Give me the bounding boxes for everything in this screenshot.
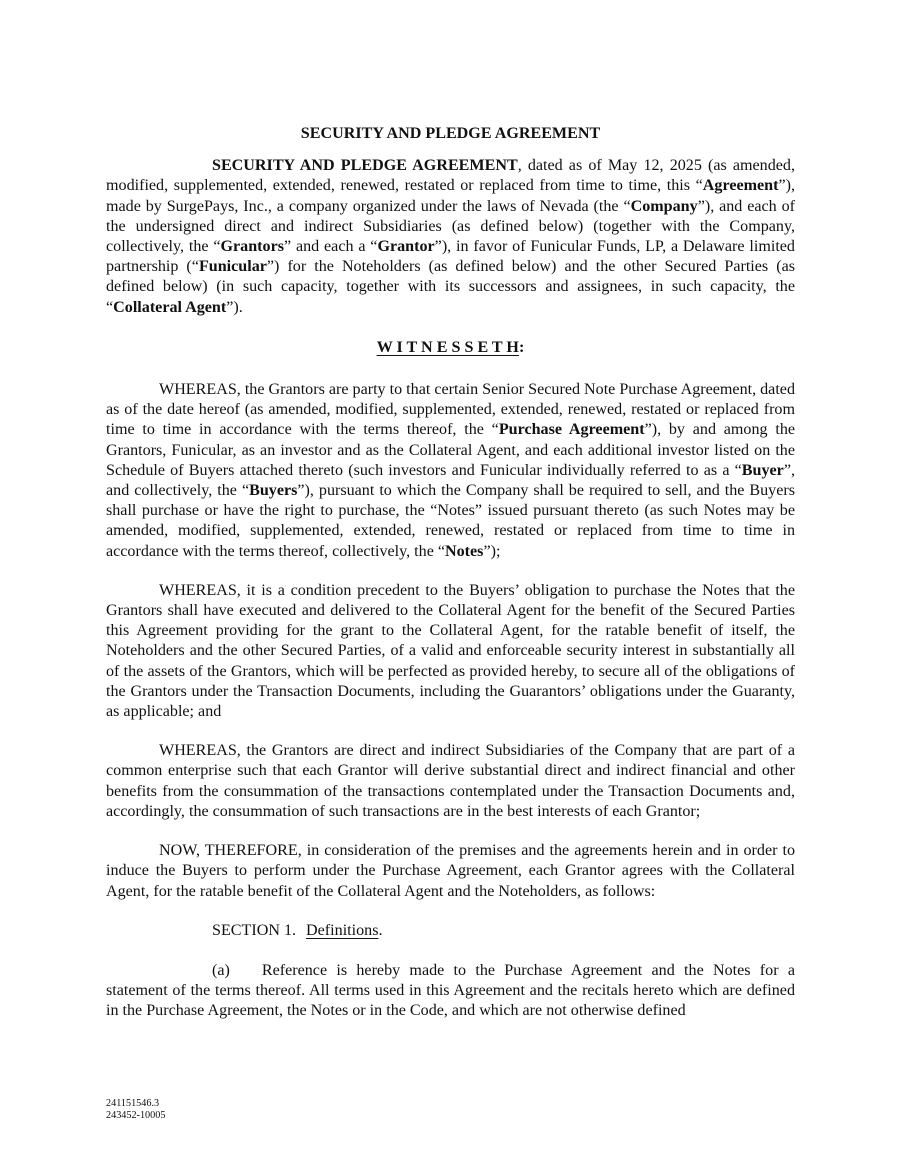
witnesseth-heading [106,338,795,358]
witnesseth-letter: T [406,338,417,356]
witnesseth-letter: E [436,338,448,356]
term-collateral-agent: Collateral Agent [113,298,227,316]
recital-paragraph-3: WHEREAS, the Grantors are direct and indirect Subsidiaries of the Company that are part of a common enterprise such that each Grantor will derive substantial direct and indirect financial and other benefits from the consummation of the transactions contemplated under the Transaction Documents and, accordingly, the consummation of such transactions are in the best interests of each Grantor; [106,742,795,820]
section-1-title: Definitions [306,921,379,939]
witnesseth-letter: E [477,338,489,356]
document-page [106,124,795,1022]
witnesseth-letter: S [464,338,474,356]
document-title: SECURITY AND PLEDGE AGREEMENT [300,125,601,142]
term-grantors: Grantors [220,238,284,256]
section-1-heading [106,921,795,941]
term-company: Company [630,197,698,215]
term-buyer: Buyer [741,461,784,479]
intro-text-5: ”), in favor of Funicular Funds, LP, a Delaware limited partnership (“ [106,238,795,276]
subsection-a-label: (a) [212,961,230,979]
intro-text-4: ” and each a “ [284,238,378,256]
footer-doc-number: 241151546.3 [106,1098,160,1109]
subsection-a [106,961,795,1022]
recital1-text-2: ”), by and among the Grantors, Funicular, as an investor and as the Collateral Agent, and each additional investor listed on the Schedule of Buyers attached thereto (such investors and Funicular individually referred to as a “ [106,421,796,479]
term-notes: Notes [445,542,484,560]
section-1-number: SECTION 1. [212,921,297,939]
witnesseth-colon: : [518,338,525,356]
witnesseth-letter: W [376,338,393,356]
intro-paragraph [106,156,795,318]
recital-paragraph-2: WHEREAS, it is a condition precedent to the Buyers’ obligation to purchase the Notes that the Grantors shall have executed and delivered to the Collateral Agent for the benefit of the Secured Parties this Agreement providing for the grant to the Collateral Agent, for the ratable benefit of itself, the Noteholders and the other Secured Parties, of a valid and enforceable security interest in substantially all of the assets of the Grantors, which will be perfected as provided hereby, to secure all of the obligations of the Grantors under the Transaction Documents, including the Guarantors’ obligations under the Guaranty, as applicable; and [106,581,795,721]
witnesseth-letter: I [396,338,403,356]
term-funicular: Funicular [198,258,267,276]
term-purchase-agreement: Purchase Agreement [498,421,645,439]
intro-text-3: ”), and each of the undersigned direct and indirect Subsidiaries (as defined below) (together with the Company, collectively, the “ [106,197,796,256]
footer-client-matter: 243452-10005 [106,1110,166,1121]
intro-text-6: ”) for the Noteholders (as defined below) and the other Secured Parties (as defined below) (in such capacity, together with its successors and assignees, in such capacity, the “ [106,258,795,316]
recital-paragraph-1 [106,380,795,562]
witnesseth-letter: N [421,338,433,356]
witnesseth-text [377,339,519,356]
recital-paragraph-4: NOW, THEREFORE, in consideration of the premises and the agreements herein and in order to induce the Buyers to perform under the Purchase Agreement, each Grantor agrees with the Collateral Agent, for the ratable benefit of the Collateral Agent and the Noteholders, as follows: [106,842,795,900]
intro-text-1: , dated as of May 12, 2025 (as amended, modified, supplemented, extended, renewed, restated or replaced from time to time, this “ [106,157,795,195]
intro-text-2: ”), made by SurgePays, Inc., a company organized under the laws of Nevada (the “ [106,177,795,215]
witnesseth-letter: H [506,338,519,356]
section-1-period: . [378,921,383,939]
document-footer [106,1098,165,1122]
subsection-a-text: Reference is hereby made to the Purchase Agreement and the Notes for a statement of the terms thereof. All terms used in this Agreement and the recitals hereto which are defined in the Purchase Agreement, the Notes or in the Code, and which are not otherwise defined [106,961,795,1020]
recital1-text-1: WHEREAS, the Grantors are party to that certain Senior Secured Note Purchase Agreement, dated as of the date hereof (as amended, modified, supplemented, extended, renewed, restated or replaced from time to time in accordance with the terms thereof, the “ [106,381,795,439]
term-agreement: Agreement [702,177,779,195]
term-buyers: Buyers [249,482,298,500]
intro-bold-title: SECURITY AND PLEDGE AGREEMENT [212,157,518,175]
witnesseth-letter: T [491,338,503,356]
term-grantor: Grantor [377,238,435,256]
intro-text-7: ”). [226,298,243,316]
recital1-text-3: ”, and collectively, the “ [106,461,795,500]
recital1-text-5: ”); [483,542,501,560]
witnesseth-letter: S [451,338,461,356]
recital1-text-4: ”), pursuant to which the Company shall be required to sell, and the Buyers shall purchase or have the right to purchase, the “Notes” issued pursuant thereto (as such Notes may be amended, modified, supplemented, extended, renewed, restated or replaced from time to time in accordance with the terms thereof, collectively, the “ [106,482,795,560]
